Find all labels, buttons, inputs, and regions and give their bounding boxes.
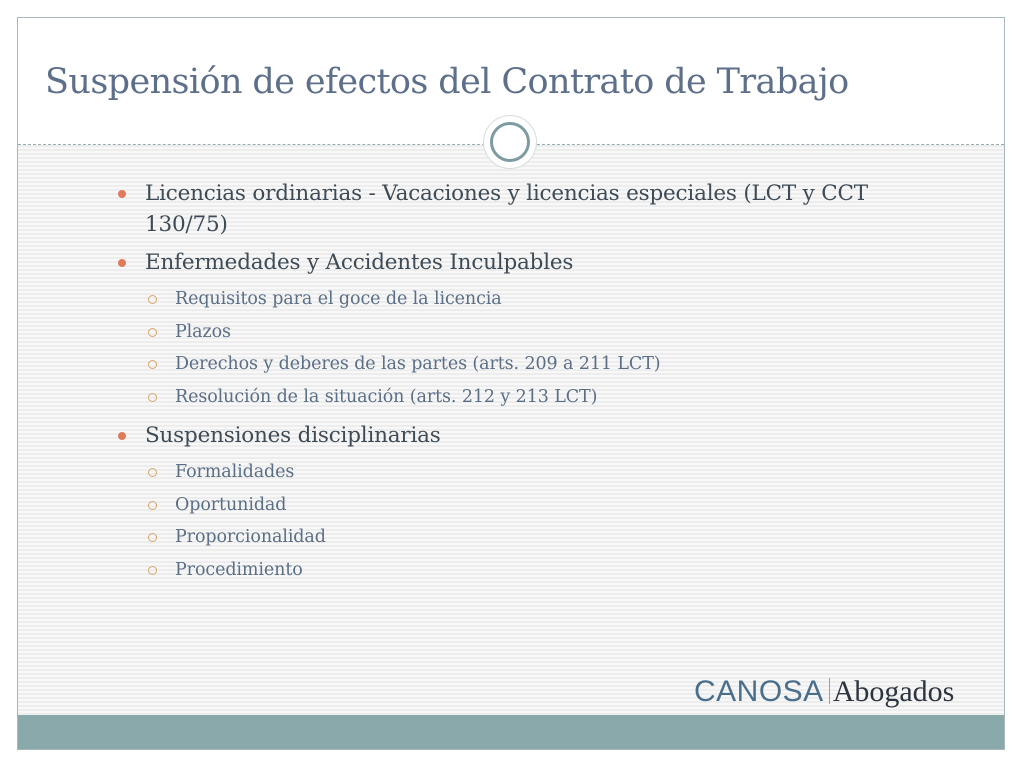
list-item-text: Enfermedades y Accidentes Inculpables	[145, 250, 574, 275]
hollow-bullet-icon	[148, 360, 157, 369]
hollow-bullet-icon	[148, 533, 157, 542]
sub-list-item-text: Derechos y deberes de las partes (arts. 209 a 211 LCT)	[175, 354, 661, 374]
canosa-logo	[694, 675, 954, 709]
list-item-enfermedades	[115, 247, 915, 413]
sub-list-item-text: Resolución de la situación (arts. 212 y 213 LCT)	[175, 386, 598, 407]
logo-separator	[829, 678, 830, 704]
hollow-bullet-icon	[148, 501, 157, 510]
sub-list-item-text: Plazos	[175, 321, 231, 342]
sub-list-item	[145, 554, 915, 587]
circle-icon	[490, 122, 530, 162]
sub-list-item-text: Oportunidad	[175, 494, 287, 515]
sub-list-item-text: Formalidades	[175, 462, 295, 482]
sub-list	[145, 456, 915, 586]
sub-list	[145, 283, 915, 413]
sub-list-item	[145, 456, 915, 489]
bullet-icon	[118, 432, 126, 440]
sub-list-item	[145, 381, 915, 414]
sub-list-item-text: Procedimiento	[175, 559, 303, 580]
logo-brand: CANOSA	[694, 675, 824, 708]
sub-list-item	[145, 348, 915, 381]
hollow-bullet-icon	[148, 328, 157, 337]
bullet-icon	[118, 190, 126, 198]
sub-list-item-text: Proporcionalidad	[175, 527, 326, 547]
list-item-licencias	[115, 178, 915, 240]
sub-list-item	[145, 316, 915, 349]
bullet-icon	[118, 259, 126, 267]
sub-list-item	[145, 283, 915, 316]
bullet-list	[115, 178, 915, 593]
hollow-bullet-icon	[148, 393, 157, 402]
list-item-text: Licencias ordinarias - Vacaciones y licencias especiales (LCT y CCT 130/75)	[145, 181, 868, 237]
sub-list-item	[145, 489, 915, 522]
logo-suffix: Abogados	[832, 675, 955, 708]
decorative-ring	[484, 116, 536, 168]
list-item-text: Suspensiones disciplinarias	[145, 423, 441, 448]
list-item-suspensiones	[115, 420, 915, 586]
footer-bar	[18, 715, 1004, 750]
slide-title: Suspensión de efectos del Contrato de Trabajo	[45, 62, 849, 102]
sub-list-item-text: Requisitos para el goce de la licencia	[175, 289, 502, 309]
hollow-bullet-icon	[148, 468, 157, 477]
hollow-bullet-icon	[148, 295, 157, 304]
sub-list-item	[145, 521, 915, 554]
hollow-bullet-icon	[148, 566, 157, 575]
